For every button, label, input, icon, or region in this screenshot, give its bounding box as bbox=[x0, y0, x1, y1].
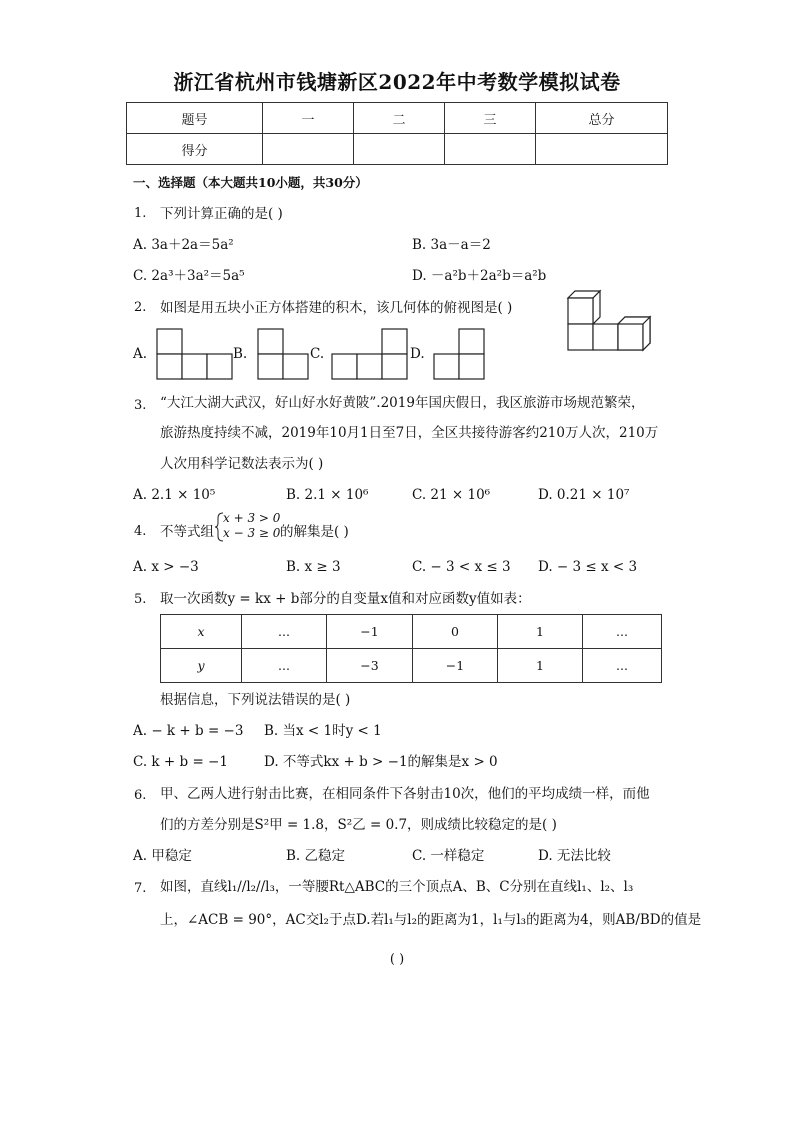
inequality-2: x − 3 ≥ 0 bbox=[223, 526, 281, 540]
table-cell: −3 bbox=[327, 649, 413, 683]
option-a: A. 2.1 × 10⁵ bbox=[133, 487, 216, 503]
question-text: 旅游热度持续不减，2019年10月1日至7日，全区共接待游客约210万人次，210万 bbox=[160, 425, 659, 441]
cube-top bbox=[568, 291, 600, 324]
score-header-cell: 题号 bbox=[127, 103, 263, 134]
question-stem-prefix: 不等式组 bbox=[160, 524, 214, 540]
score-row-label: 得分 bbox=[127, 134, 263, 165]
option-d: D. 不等式kx + b > −1的解集是x > 0 bbox=[264, 754, 498, 770]
section-heading: 一、选择题（本大题共10小题，共30分） bbox=[133, 175, 368, 190]
table-cell: ... bbox=[242, 615, 327, 649]
option-a-figure bbox=[155, 328, 235, 380]
option-c: C. 2a³＋3a²＝5a⁵ bbox=[133, 268, 245, 284]
option-c: C. bbox=[310, 346, 325, 362]
score-table-header bbox=[127, 103, 668, 134]
score-header-cell: 一 bbox=[263, 103, 354, 134]
question-number: 2. bbox=[134, 300, 147, 315]
table-cell: −1 bbox=[327, 615, 413, 649]
option-b: B. 2.1 × 10⁶ bbox=[286, 487, 369, 503]
table-cell: 1 bbox=[498, 649, 583, 683]
option-a: A. − k + b = −3 bbox=[133, 723, 244, 739]
answer-bracket: ( ) bbox=[389, 952, 405, 967]
question-number: 1. bbox=[134, 206, 147, 221]
option-c: C. − 3 < x ≤ 3 bbox=[412, 559, 511, 575]
option-c: C. 21 × 10⁶ bbox=[412, 487, 491, 503]
option-b: B. x ≥ 3 bbox=[286, 559, 341, 575]
option-a: A. bbox=[133, 346, 148, 362]
option-d: D. bbox=[410, 346, 425, 362]
question-number: 3. bbox=[134, 398, 147, 413]
question-text: 如图，直线l₁//l₂//l₃，一等腰Rt△ABC的三个顶点A、B、C分别在直线l₁、l₂、l₃ bbox=[160, 879, 634, 895]
option-d-figure bbox=[432, 328, 488, 380]
table-row bbox=[161, 615, 662, 649]
page-title: 浙江省杭州市钱塘新区2022年中考数学模拟试卷 bbox=[173, 70, 621, 94]
score-header-cell: 二 bbox=[354, 103, 445, 134]
option-a: A. x > −3 bbox=[133, 559, 199, 575]
question-number: 6. bbox=[134, 788, 147, 803]
score-table-row bbox=[127, 134, 668, 165]
question-text: 们的方差分别是S²甲 = 1.8，S²乙 = 0.7，则成绩比较稳定的是( ) bbox=[160, 817, 557, 833]
option-d: D. －a²b＋2a²b＝a²b bbox=[412, 268, 547, 284]
question-text: 上，∠ACB = 90°，AC交l₂于点D.若l₁与l₂的距离为1，l₁与l₃的距离为4，则AB/BD的值是 bbox=[160, 912, 702, 928]
question-stem-suffix: 的解集是( ) bbox=[280, 524, 349, 540]
cube-stack-figure bbox=[560, 290, 670, 360]
table-cell: x bbox=[161, 615, 242, 649]
question-text: 甲、乙两人进行射击比赛，在相同条件下各射击10次，他们的平均成绩一样，而他 bbox=[160, 786, 650, 802]
table-cell: y bbox=[161, 649, 242, 683]
score-cell[interactable] bbox=[263, 134, 354, 165]
question-number: 7. bbox=[134, 881, 147, 896]
question-text: “大江大湖大武汉，好山好水好黄陂”.2019年国庆假日，我区旅游市场规范繁荣， bbox=[160, 395, 645, 411]
option-b: B. bbox=[233, 346, 248, 362]
option-b: B. 3a－a＝2 bbox=[412, 237, 491, 253]
option-d: D. 无法比较 bbox=[538, 848, 611, 864]
option-c-figure bbox=[330, 328, 412, 380]
question-number: 4. bbox=[134, 524, 147, 539]
option-d: D. − 3 ≤ x < 3 bbox=[538, 559, 638, 575]
table-cell: −1 bbox=[413, 649, 498, 683]
option-d: D. 0.21 × 10⁷ bbox=[538, 487, 630, 503]
table-cell: 0 bbox=[413, 615, 498, 649]
score-table bbox=[126, 102, 668, 165]
question-text: 人次用科学记数法表示为( ) bbox=[160, 456, 324, 472]
option-c: C. 一样稳定 bbox=[412, 848, 485, 864]
inequality-1: x + 3 > 0 bbox=[223, 511, 281, 525]
question-number: 5. bbox=[134, 592, 147, 607]
table-cell: 1 bbox=[498, 615, 583, 649]
option-b-figure bbox=[256, 328, 312, 380]
question-stem: 如图是用五块小正方体搭建的积木，该几何体的俯视图是( ) bbox=[160, 300, 513, 316]
question-stem: 下列计算正确的是( ) bbox=[160, 206, 283, 222]
score-header-cell: 总分 bbox=[536, 103, 668, 134]
option-a: A. 3a＋2a＝5a² bbox=[133, 237, 234, 253]
score-cell[interactable] bbox=[354, 134, 445, 165]
score-cell[interactable] bbox=[445, 134, 536, 165]
score-cell[interactable] bbox=[536, 134, 668, 165]
function-value-table bbox=[160, 614, 662, 683]
option-b: B. 乙稳定 bbox=[286, 848, 346, 864]
option-a: A. 甲稳定 bbox=[133, 848, 192, 864]
score-header-cell: 三 bbox=[445, 103, 536, 134]
table-cell: ... bbox=[583, 649, 662, 683]
question-stem: 取一次函数y = kx + b部分的自变量x值和对应函数y值如表： bbox=[160, 591, 531, 607]
question-text: 根据信息，下列说法错误的是( ) bbox=[160, 692, 351, 708]
option-b: B. 当x < 1时y < 1 bbox=[264, 723, 382, 739]
option-c: C. k + b = −1 bbox=[133, 754, 228, 770]
table-cell: ... bbox=[242, 649, 327, 683]
table-row bbox=[161, 649, 662, 683]
table-cell: ... bbox=[583, 615, 662, 649]
